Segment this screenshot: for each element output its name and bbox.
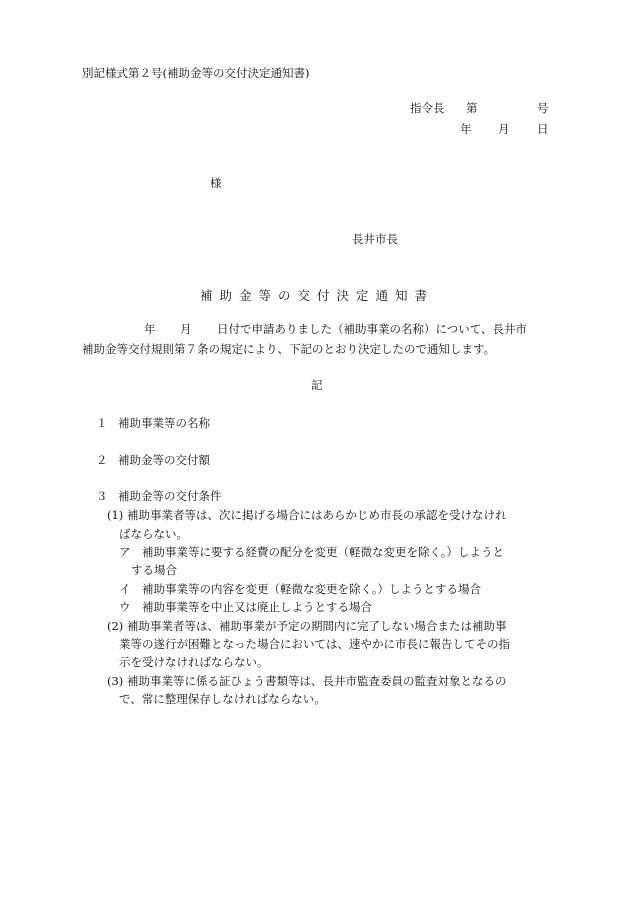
item-label: 補助金等の交付額: [118, 453, 210, 467]
condition-1-line1: (1) 補助事業者等は、次に掲げる場合にはあらかじめ市長の承認を受けなけれ: [107, 508, 507, 522]
item-label: 補助事業等の名称: [118, 416, 210, 430]
date-day: 日: [537, 122, 549, 136]
condition-a-line1: ア 補助事業等に要する経費の配分を変更（軽微な変更を除く。）しようと: [119, 545, 505, 559]
intro-line2: 補助金等交付規則第７条の規定により、下記のとおり決定したので通知します。: [82, 342, 496, 356]
intro-year: 年: [144, 322, 156, 336]
date-year: 年: [460, 122, 472, 136]
condition-2-line1: (2) 補助事業者等は、補助事業が予定の期間内に完了しない場合または補助事: [107, 619, 507, 633]
ref-go: 号: [537, 101, 549, 115]
item-3: [96, 491, 222, 503]
item-number: １: [96, 416, 108, 430]
item-number: ３: [96, 489, 108, 503]
item-2: [96, 455, 210, 467]
item-label: 補助金等の交付条件: [118, 489, 222, 503]
condition-2-line2: 業等の遂行が困難となった場合においては、速やかに市長に報告してその指: [119, 637, 510, 651]
condition-3-line2: で、常に整理保存しなければならない。: [119, 692, 326, 706]
condition-i: イ 補助事業等の内容を変更（軽微な変更を除く。）しようとする場合: [119, 582, 482, 596]
ki-label: 記: [311, 378, 323, 392]
intro-line1: 日付で申請ありました（補助事業の名称）について、長井市: [217, 322, 528, 336]
ref-prefix: 指令長: [410, 101, 445, 115]
ref-dai: 第: [466, 101, 478, 115]
condition-2-line3: 示を受けなければならない。: [119, 655, 269, 669]
condition-3-line1: (3) 補助事業等に係る証ひょう書類等は、長井市監査委員の監査対象となるの: [107, 674, 507, 688]
intro-month: 月: [180, 322, 192, 336]
condition-1-line2: ばならない。: [119, 527, 188, 541]
condition-u: ウ 補助事業等を中止又は廃止しようとする場合: [119, 600, 372, 614]
date-month: 月: [498, 122, 510, 136]
item-number: ２: [96, 453, 108, 467]
sender-name: 長井市長: [352, 232, 398, 246]
condition-a-line2: する場合: [131, 563, 177, 577]
document-title: 補助金等の交付決定通知書: [200, 288, 435, 303]
item-1: [96, 418, 210, 430]
form-header: 別記様式第２号(補助金等の交付決定通知書): [82, 66, 310, 80]
addressee-sama: 様: [210, 176, 222, 190]
